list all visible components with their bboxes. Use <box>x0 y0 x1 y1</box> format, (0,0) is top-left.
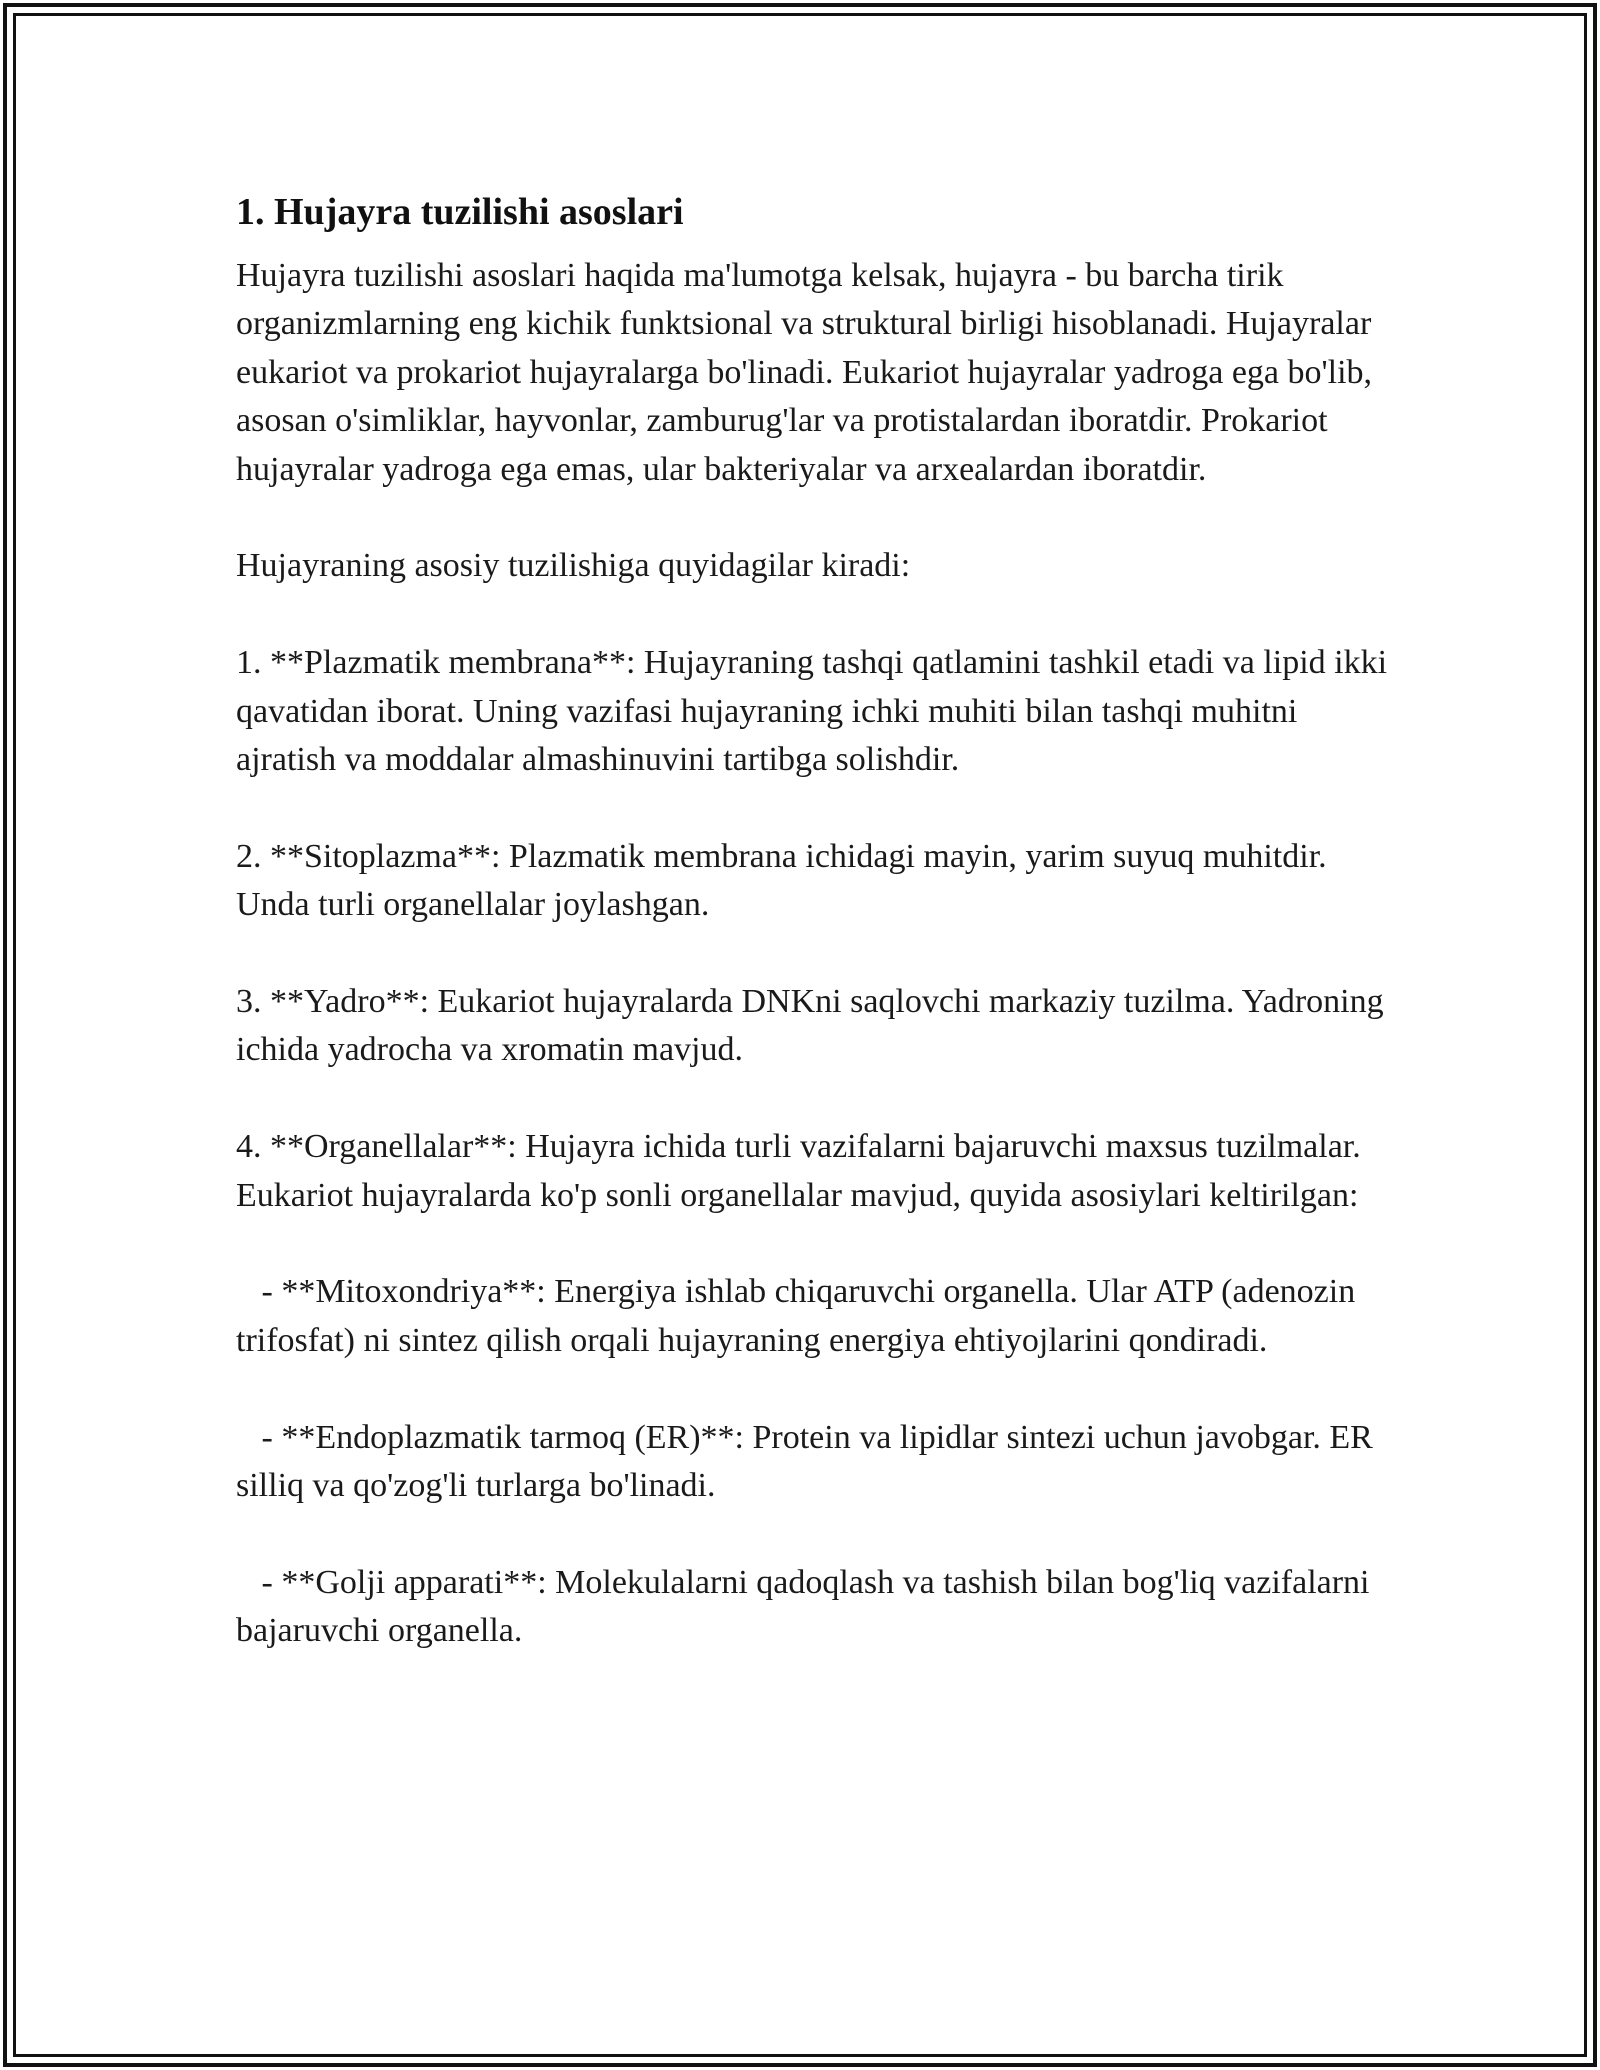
paragraph-plasma-membrane: 1. **Plazmatik membrana**: Hujayraning tashqi qatlamini tashkil etadi va lipid ikki qavatidan iborat. Uning vazifasi hujayraning ichki muhiti bilan tashqi muhitni ajratish va moddalar almashinuvini tartibga solishdir. <box>236 644 1396 779</box>
paragraph-cytoplasm: 2. **Sitoplazma**: Plazmatik membrana ichidagi mayin, yarim suyuq muhitdir. Unda turli organellalar joylashgan. <box>236 837 1336 924</box>
paragraph-nucleus: 3. **Yadro**: Eukariot hujayralarda DNKni saqlovchi markaziy tuzilma. Yadroning ichida yadrocha va xromatin mavjud. <box>236 983 1393 1069</box>
document-title: 1. Hujayra tuzilishi asoslari <box>236 191 684 233</box>
document-body <box>236 188 1396 1704</box>
paragraph-organelles: 4. **Organellalar**: Hujayra ichida turli vazifalarni bajaruvchi maxsus tuzilmalar. Eukariot hujayralarda ko'p sonli organellalar mavjud, quyida asosiylari keltirilgan: <box>236 1128 1370 1214</box>
paragraph-endoplasmic-reticulum: - **Endoplazmatik tarmoq (ER)**: Protein va lipidlar sintezi uchun javobgar. ER silliq va qo'zog'li turlarga bo'linadi. <box>236 1418 1382 1505</box>
paragraph-structure-lead: Hujayraning asosiy tuzilishiga quyidagilar kiradi: <box>236 547 911 585</box>
paragraph-intro: Hujayra tuzilishi asoslari haqida ma'lumotga kelsak, hujayra - bu barcha tirik organizmlarning eng kichik funktsional va struktural birligi hisoblanadi. Hujayralar eukariot va prokariot hujayralarga bo'linadi. Eukariot hujayralar yadroga ega bo'lib, asosan o'simliklar, hayvonlar, zamburug'lar va protistalardan iboratdir. Prokariot hujayralar yadroga ega emas, ular bakteriyalar va arxealardan iboratdir. <box>236 257 1381 488</box>
paragraph-mitochondria: - **Mitoxondriya**: Energiya ishlab chiqaruvchi organella. Ular ATP (adenozin trifosfat) ni sintez qilish orqali hujayraning energiya ehtiyojlarini qondiradi. <box>236 1273 1364 1359</box>
paragraph-golgi: - **Golji apparati**: Molekulalarni qadoqlash va tashish bilan bog'liq vazifalarni bajaruvchi organella. <box>236 1563 1379 1650</box>
